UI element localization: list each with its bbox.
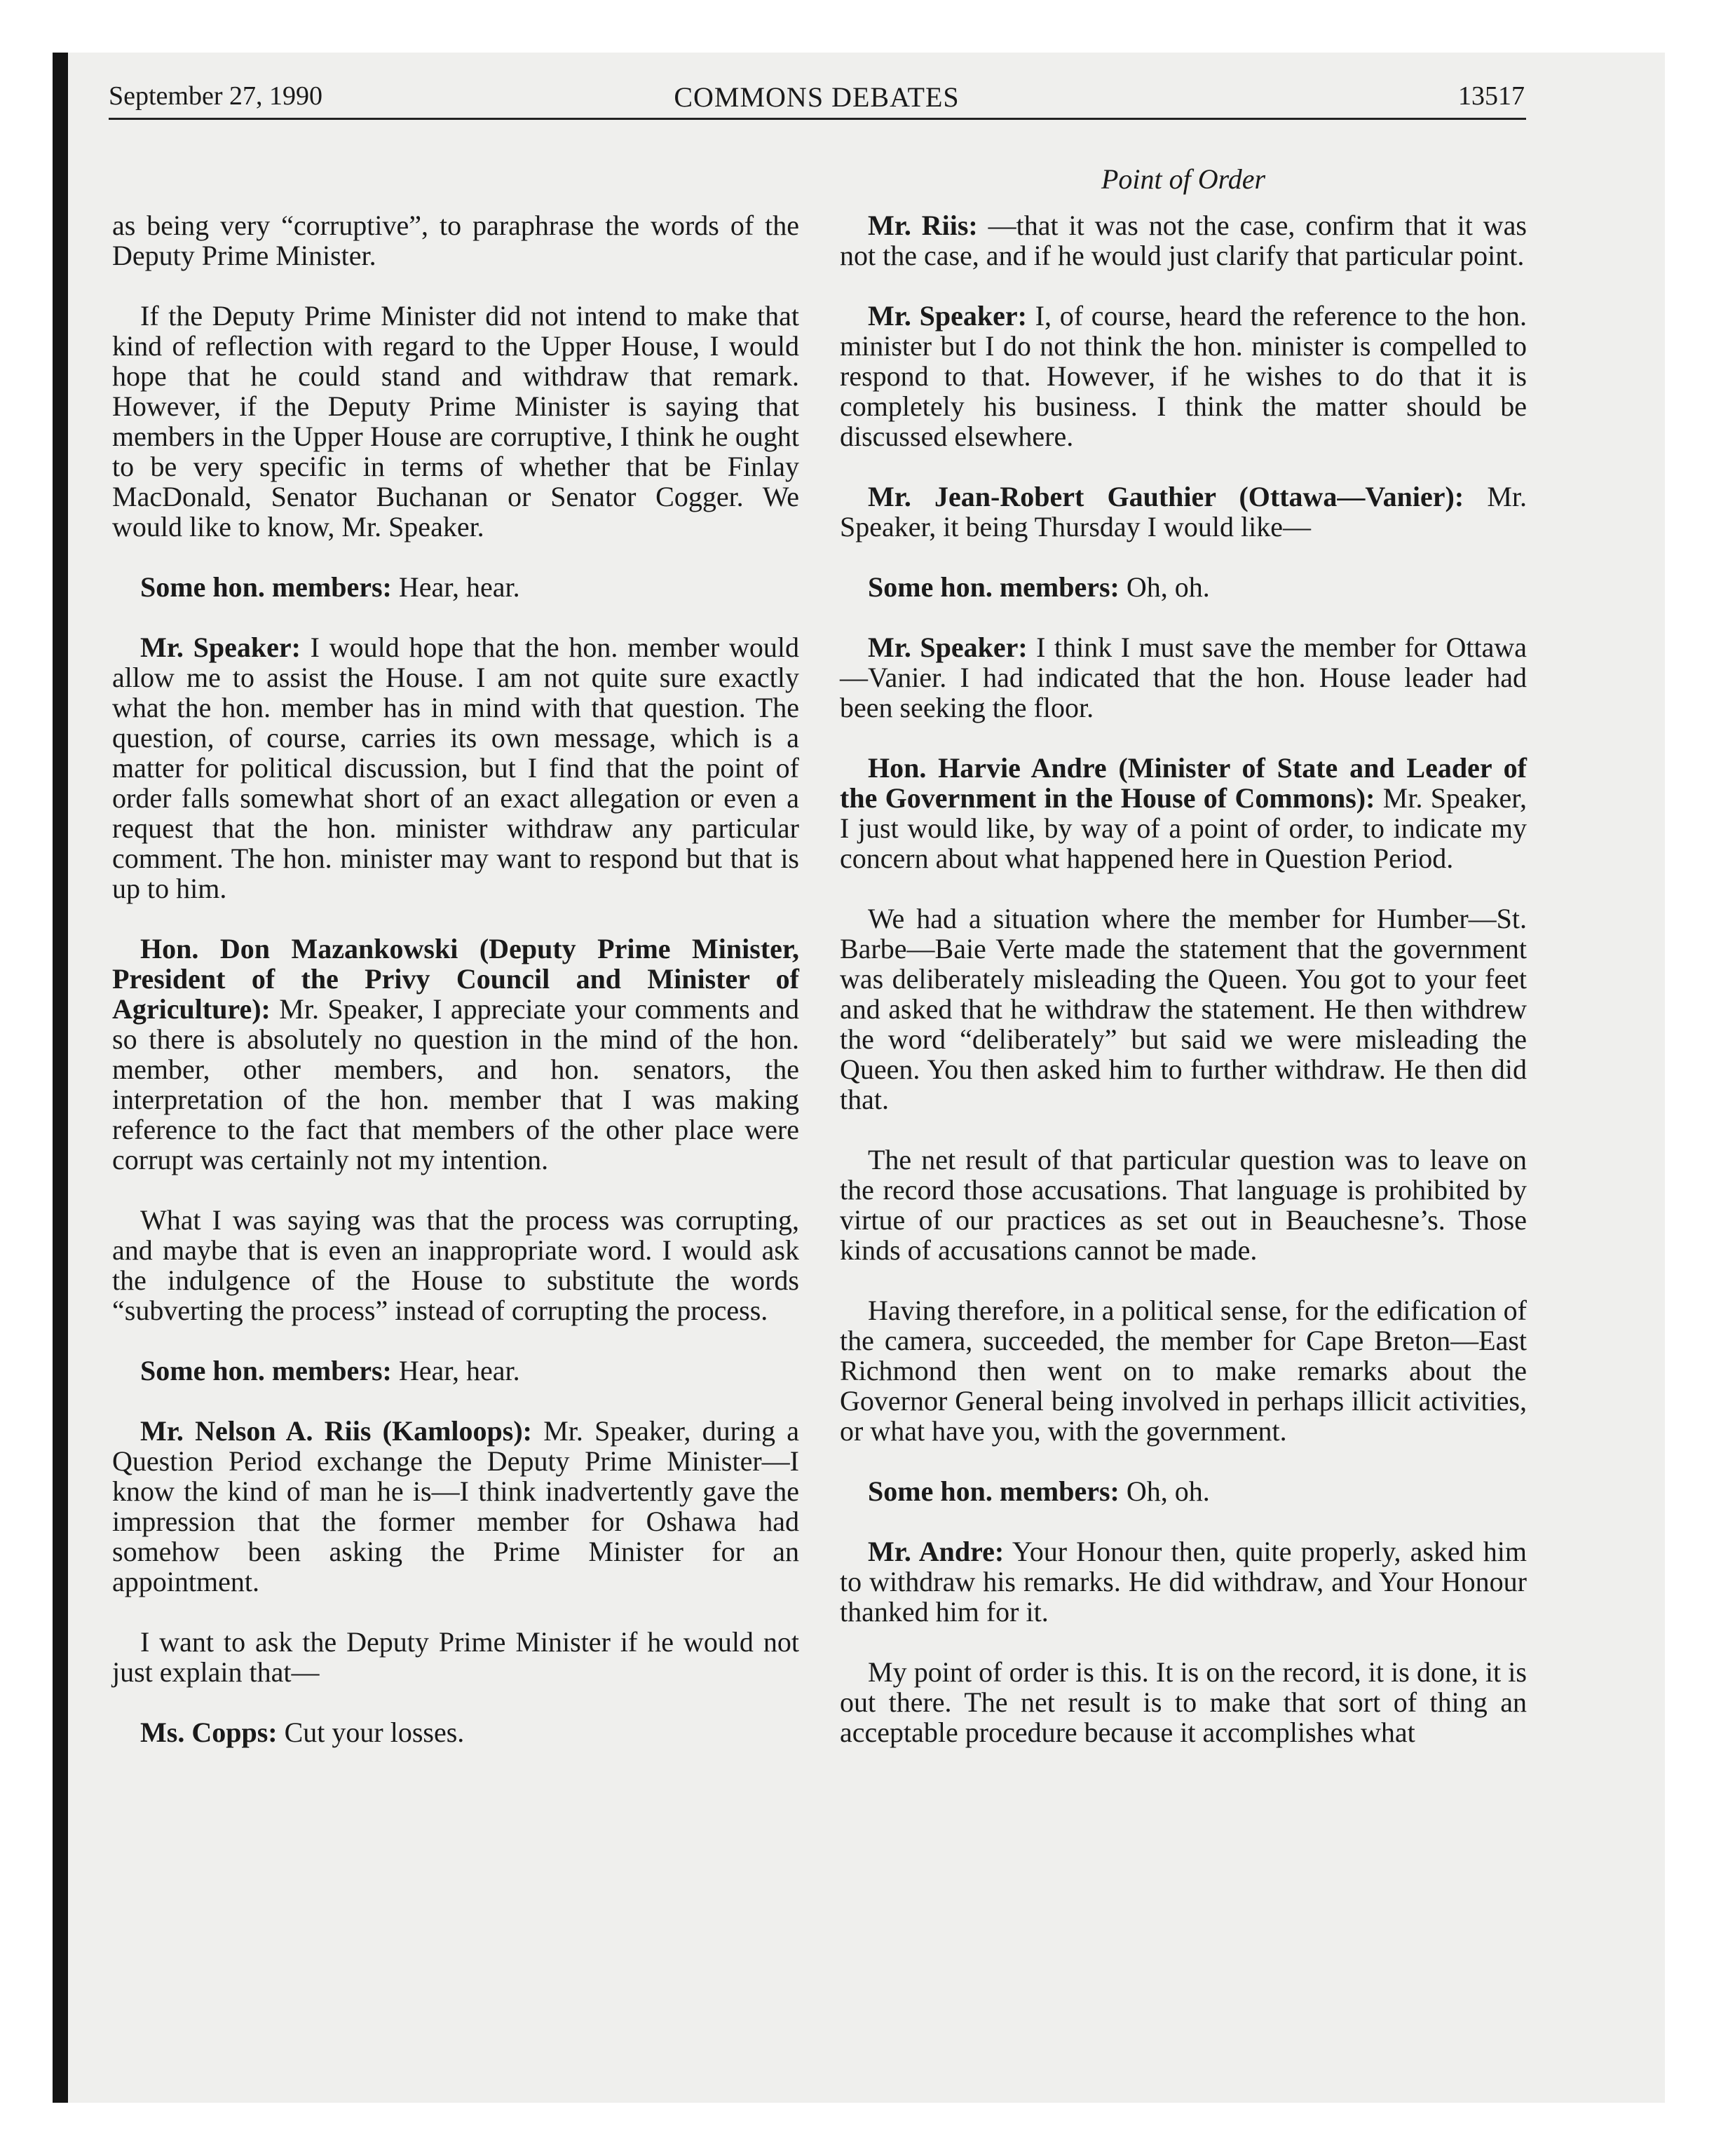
paragraph (840, 1295, 1527, 1446)
paragraph-text: Hear, hear. (391, 571, 520, 603)
speaker-name: Mr. Speaker: (868, 632, 1028, 663)
paragraph (840, 903, 1527, 1114)
paragraph-text: I would hope that the hon. member would allow me to assist the House. I am not quite sure exactly what the hon. member has in mind with that question. The question, of course, carries its own message, which is a matter for political discussion, but I find that the point of order falls somewhat short of an exact allegation or even a request that the hon. minister withdraw any particular comment. The hon. minister may want to respond but that is up to him. (112, 632, 799, 904)
speaker-name: Mr. Speaker: (140, 632, 301, 663)
speaker-name: Some hon. members: (140, 1355, 392, 1386)
paragraph-text: Mr. Speaker, I just would like, by way of a point of order, to indicate my concern about what happened here in Question Period. (840, 782, 1527, 874)
paragraph (840, 1657, 1527, 1747)
speaker-name: Hon. Don Mazankowski (Deputy Prime Minister, President of the Privy Council and Minister of Agriculture): (112, 933, 799, 1025)
paragraph (112, 1205, 799, 1325)
paragraph (840, 482, 1527, 542)
paragraph-text: Cut your losses. (277, 1717, 465, 1748)
speaker-name: Mr. Andre: (868, 1536, 1005, 1567)
paragraph (112, 1627, 799, 1687)
speaker-name: Mr. Riis: (868, 210, 978, 241)
paragraph-text: Having therefore, in a political sense, for the edification of the camera, succeeded, the member for Cape Breton—East Richmond then went on to make remarks about the Governor General being involved in perhaps illicit activities, or what have you, with the government. (840, 1295, 1527, 1447)
paragraph (840, 210, 1527, 271)
paragraph (840, 1536, 1527, 1627)
paragraph (112, 210, 799, 271)
paragraph (840, 753, 1527, 873)
paragraph-text: I think I must save the member for Ottawa—Vanier. I had indicated that the hon. House leader had been seeking the floor. (840, 632, 1528, 723)
scan-border (53, 53, 68, 2103)
paragraph (840, 1476, 1527, 1506)
header-rule (109, 118, 1526, 120)
paragraph (840, 1145, 1527, 1265)
paragraph-text: What I was saying was that the process was corrupting, and maybe that is even an inappropriate word. I would ask the indulgence of the House to substitute the words “subverting the process” instead of corrupting the process. (112, 1204, 799, 1326)
speaker-name: Mr. Jean-Robert Gauthier (Ottawa—Vanier): (868, 481, 1464, 512)
paragraph-text: Mr. Speaker, it being Thursday I would like— (840, 481, 1527, 543)
paragraph (112, 934, 799, 1175)
section-heading: Point of Order (1101, 163, 1266, 195)
paragraph-text: I, of course, heard the reference to the hon. minister but I do not think the hon. minister is compelled to respond to that. However, if he wishes to do that it is completely his business. I think the matter should be discussed elsewhere. (840, 300, 1527, 452)
left-column (112, 210, 799, 1778)
paragraph (840, 572, 1527, 602)
right-column (840, 210, 1527, 1778)
paragraph-text: as being very “corruptive”, to paraphrase the words of the Deputy Prime Minister. (112, 210, 799, 271)
paragraph-text: Oh, oh. (1119, 1475, 1210, 1507)
paragraph (112, 1416, 799, 1597)
paragraph (840, 301, 1527, 451)
paragraph (112, 1356, 799, 1386)
speaker-name: Ms. Copps: (140, 1717, 278, 1748)
paragraph (112, 632, 799, 903)
header-date: September 27, 1990 (109, 81, 323, 111)
paragraph-text: Oh, oh. (1119, 571, 1210, 603)
speaker-name: Hon. Harvie Andre (Minister of State and Leader of the Government in the House of Commons): (840, 752, 1527, 814)
paragraph-text: I want to ask the Deputy Prime Minister if he would not just explain that— (112, 1626, 799, 1688)
paragraph (112, 1717, 799, 1747)
paragraph (840, 632, 1527, 723)
speaker-name: Mr. Speaker: (868, 300, 1027, 332)
paragraph (112, 572, 799, 602)
paragraph-text: My point of order is this. It is on the record, it is done, it is out there. The net result is to make that sort of thing an acceptable procedure because it accomplishes what (840, 1656, 1527, 1748)
paragraph-text: Your Honour then, quite properly, asked him to withdraw his remarks. He did withdraw, and Your Honour thanked him for it. (840, 1536, 1527, 1628)
speaker-name: Some hon. members: (868, 1475, 1120, 1507)
speaker-name: Mr. Nelson A. Riis (Kamloops): (140, 1415, 532, 1447)
paragraph-text: Mr. Speaker, during a Question Period exchange the Deputy Prime Minister—I know the kind of man he is—I think inadvertently gave the impression that the former member for Oshawa had somehow been asking the Prime Minister for an appointment. (112, 1415, 799, 1597)
page-header (109, 81, 1525, 123)
speaker-name: Some hon. members: (868, 571, 1120, 603)
paragraph (112, 301, 799, 542)
paragraph-text: We had a situation where the member for Humber—St. Barbe—Baie Verte made the statement that the government was deliberately misleading the Queen. You got to your feet and asked that he withdraw the statement. He then withdrew the word “deliberately” but said we were misleading the Queen. You then asked him to further withdraw. He then did that. (840, 903, 1527, 1115)
paragraph-text: Mr. Speaker, I appreciate your comments and so there is absolutely no question in the mind of the hon. member, other members, and hon. senators, the interpretation of the hon. member that I was making reference to the fact that members of the other place were corrupt was certainly not my intention. (112, 993, 799, 1175)
paragraph-text: —that it was not the case, confirm that it was not the case, and if he would just clarify that particular point. (840, 210, 1527, 271)
paragraph-text: Hear, hear. (391, 1355, 520, 1386)
speaker-name: Some hon. members: (140, 571, 392, 603)
header-page-number: 13517 (1458, 81, 1525, 111)
header-title: COMMONS DEBATES (674, 81, 960, 113)
paragraph-text: The net result of that particular question was to leave on the record those accusations. That language is prohibited by virtue of our practices as set out in Beauchesne’s. Those kinds of accusations cannot be made. (840, 1144, 1527, 1266)
paragraph-text: If the Deputy Prime Minister did not intend to make that kind of reflection with regard to the Upper House, I would hope that he could stand and withdraw that remark. However, if the Deputy Prime Minister is saying that members in the Upper House are corruptive, I think he ought to be very specific in terms of whether that be Finlay MacDonald, Senator Buchanan or Senator Cogger. We would like to know, Mr. Speaker. (112, 300, 799, 543)
